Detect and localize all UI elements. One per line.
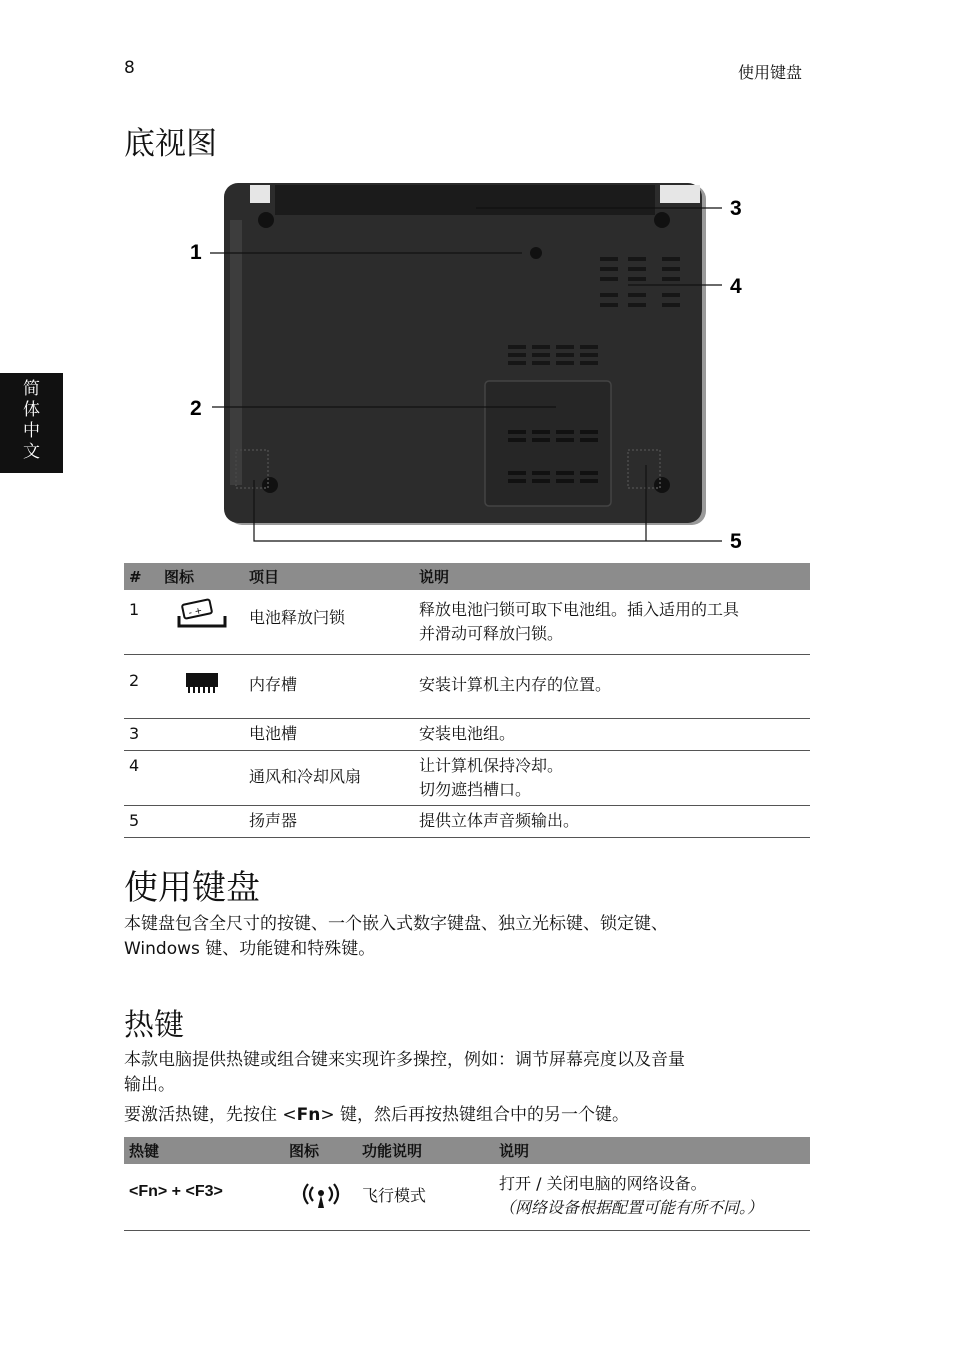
row-desc-line: 安装电池组。	[419, 724, 516, 743]
col-header-desc: 说明	[494, 1137, 810, 1164]
row-num: 3	[124, 719, 159, 751]
hotkey-desc-note: （网络设备根据配置可能有所不同。）	[499, 1198, 764, 1217]
row-desc-line: 并滑动可释放闩锁。	[419, 624, 564, 643]
svg-text:- +: - +	[187, 606, 203, 619]
wireless-antenna-icon	[301, 1182, 341, 1210]
table-header-row	[124, 1137, 810, 1164]
row-icon-cell	[159, 751, 244, 806]
row-desc-line: 让计算机保持冷却。	[419, 756, 564, 775]
row-item: 电池释放闩锁	[244, 590, 414, 655]
table-row	[124, 590, 810, 655]
rubber-foot	[258, 212, 274, 228]
row-desc-line: 释放电池闩锁可取下电池组。插入适用的工具	[419, 600, 740, 619]
table-row	[124, 655, 810, 719]
latch-knob	[530, 247, 542, 259]
col-header-item: 项目	[244, 563, 414, 590]
language-side-tab	[0, 373, 63, 473]
fn-key-name: Fn	[296, 1105, 321, 1125]
rubber-foot	[654, 212, 670, 228]
side-tab-char: 体	[23, 400, 40, 420]
table-row	[124, 1164, 810, 1230]
callout-3: 3	[730, 197, 742, 220]
col-header-num: #	[124, 563, 159, 590]
row-item: 内存槽	[244, 655, 414, 719]
rubber-foot	[262, 477, 278, 493]
table-row	[124, 806, 810, 838]
running-title: 使用键盘	[738, 63, 803, 82]
row-item: 扬声器	[244, 806, 414, 838]
hotkey-para-2-before: 要激活热键，先按住 <	[124, 1105, 297, 1125]
hotkey-function: 飞行模式	[357, 1164, 494, 1230]
row-item: 电池槽	[244, 719, 414, 751]
row-item: 通风和冷却风扇	[244, 751, 414, 806]
row-num: 1	[124, 590, 159, 655]
hotkey-para-line: 本款电脑提供热键或组合键来实现许多操控，例如：调节屏幕亮度以及音量	[124, 1050, 685, 1070]
hotkey-desc	[494, 1164, 810, 1230]
side-tab-char: 文	[23, 442, 40, 462]
hotkey-combo: <Fn> + <F3>	[124, 1164, 284, 1230]
row-desc-line: 切勿遮挡槽口。	[419, 780, 532, 799]
keyboard-intro-line: 本键盘包含全尺寸的按键、一个嵌入式数字键盘、独立光标键、锁定键、	[124, 914, 668, 934]
battery-bay	[275, 185, 655, 215]
row-desc	[414, 751, 810, 806]
hotkey-para-2-after: > 键，然后再按热键组合中的另一个键。	[320, 1105, 630, 1125]
row-desc	[414, 719, 810, 751]
col-header-desc: 说明	[414, 563, 810, 590]
hinge-left	[250, 185, 270, 203]
hotkey-heading: 热键	[124, 1008, 184, 1043]
side-tab-char: 中	[23, 421, 40, 441]
memory-cover	[485, 381, 611, 506]
table-row	[124, 719, 810, 751]
row-icon-cell	[159, 655, 244, 719]
row-desc	[414, 590, 810, 655]
table-row	[124, 751, 810, 806]
hotkey-table	[124, 1137, 810, 1231]
table-header-row	[124, 563, 810, 590]
col-header-icon: 图标	[159, 563, 244, 590]
hotkey-desc-line: 打开 / 关闭电脑的网络设备。	[499, 1174, 707, 1193]
callout-2: 2	[190, 397, 202, 420]
hotkey-para-line: 输出。	[124, 1075, 175, 1095]
callout-4: 4	[730, 275, 742, 298]
bottom-view-heading: 底视图	[124, 126, 217, 162]
row-icon-cell	[284, 1164, 357, 1230]
bottom-view-table	[124, 563, 810, 838]
col-header-hotkey: 热键	[124, 1137, 284, 1164]
col-header-icon: 图标	[284, 1137, 357, 1164]
keyboard-heading: 使用键盘	[124, 868, 260, 908]
laptop-body	[224, 183, 702, 523]
row-desc-line: 安装计算机主内存的位置。	[419, 675, 612, 694]
row-num: 2	[124, 655, 159, 719]
page-number: 8	[124, 58, 135, 78]
rubber-foot	[654, 477, 670, 493]
row-num: 5	[124, 806, 159, 838]
keyboard-intro-line: Windows 键、功能键和特殊键。	[124, 939, 376, 959]
row-desc-line: 提供立体声音频输出。	[419, 811, 580, 830]
hinge-right	[660, 185, 700, 203]
col-header-function: 功能说明	[357, 1137, 494, 1164]
row-num: 4	[124, 751, 159, 806]
keyboard-intro	[124, 912, 814, 962]
row-icon-cell	[159, 590, 244, 655]
callout-1: 1	[190, 241, 202, 264]
laptop-side-edge	[230, 220, 242, 485]
laptop-bottom-illustration	[180, 175, 770, 555]
row-desc	[414, 655, 810, 719]
hotkey-para-1	[124, 1048, 814, 1098]
callout-5: 5	[730, 530, 742, 553]
row-icon-cell	[159, 719, 244, 751]
row-desc	[414, 806, 810, 838]
hotkey-para-2	[124, 1103, 814, 1128]
side-tab-char: 简	[23, 379, 40, 399]
memory-slot-icon	[184, 671, 220, 695]
battery-release-latch-icon	[175, 598, 229, 632]
row-icon-cell	[159, 806, 244, 838]
